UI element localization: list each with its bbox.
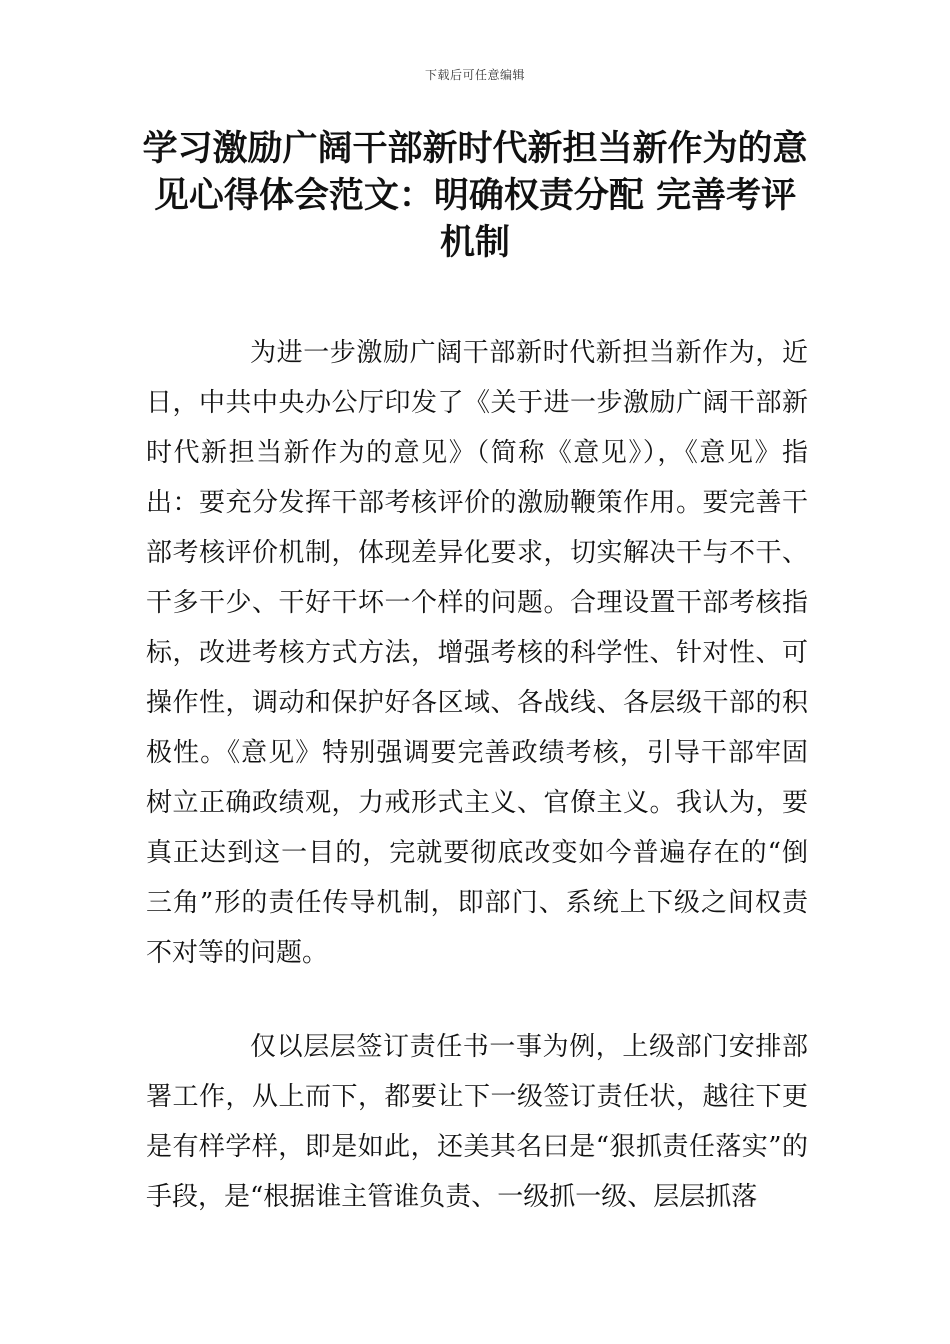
body-paragraph-2: 仅以层层签订责任书一事为例，上级部门安排部署工作，从上而下，都要让下一级签订责任状，越往下更是有样学样，即是如此，还美其名曰是“狠抓责任落实”的手段，是“根据谁主管谁负责、一级抓一级、层层抓落 <box>146 1032 808 1212</box>
body-paragraph-1: 为进一步激励广阔干部新时代新担当新作为，近日，中共中央办公厅印发了《关于进一步激励广阔干部新时代新担当新作为的意见》（简称《意见》），《意见》指出：要充分发挥干部考核评价的激励鞭策作用。要完善干部考核评价机制，体现差异化要求，切实解决干与不干、干多干少、干好干坏一个样的问题。合理设置干部考核指标，改进考核方式方法，增强考核的科学性、针对性、可操作性，调动和保护好各区域、各战线、各层级干部的积极性。《意见》特别强调要完善政绩考核，引导干部牢固树立正确政绩观，力戒形式主义、官僚主义。我认为，要真正达到这一目的，完就要彻底改变如今普遍存在的“倒三角”形的责任传导机制，即部门、系统上下级之间权责不对等的问题。 <box>146 338 808 968</box>
document-title: 学习激励广阔干部新时代新担当新作为的意见心得体会范文：明确权责分配 完善考评机制 <box>142 129 808 263</box>
page-header-note: 下载后可任意编辑 <box>424 68 525 82</box>
